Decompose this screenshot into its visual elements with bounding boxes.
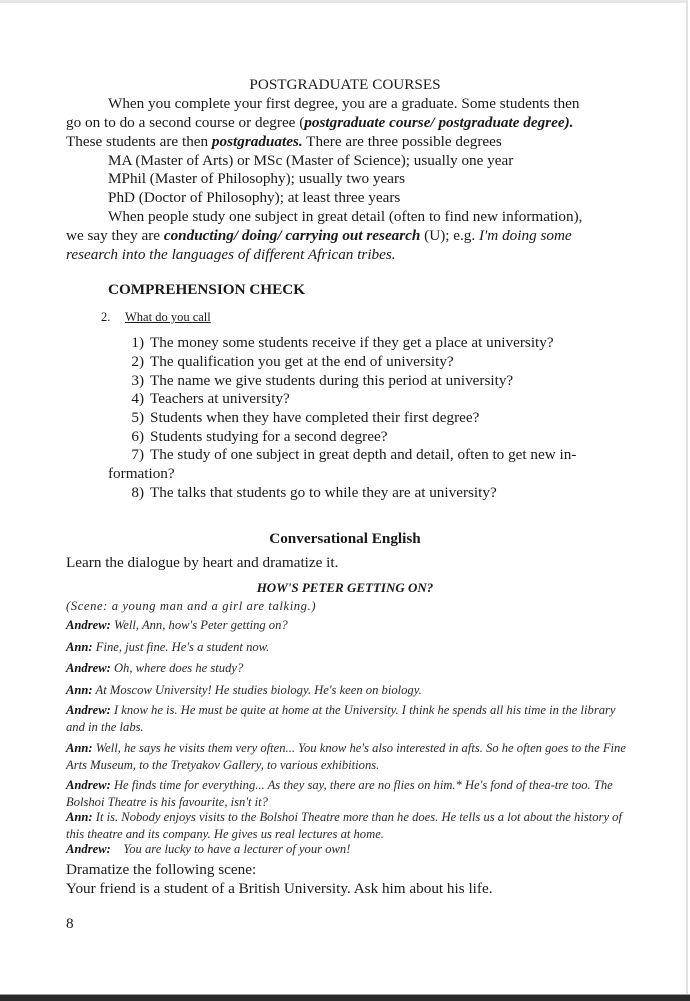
text-run: There are three possible degrees — [302, 133, 502, 150]
question-text: The qualification you get at the end of university? — [150, 353, 454, 370]
question-text: Teachers at university? — [150, 390, 290, 407]
dialogue-title: HOW'S PETER GETTING ON? — [256, 580, 434, 595]
question-item — [122, 427, 387, 446]
degree-item: PhD (Doctor of Philosophy); at least three years — [108, 189, 401, 206]
question-number: 1) — [131, 334, 144, 351]
question-number: 7) — [131, 446, 144, 463]
question-number: 3) — [131, 372, 144, 389]
text-run: (U); e.g. — [420, 227, 479, 244]
task-intro: Dramatize the following scene: — [66, 861, 257, 878]
dialogue-scene: (Scene: a young man and a girl are talking.) — [66, 599, 317, 613]
dialogue-line — [66, 639, 626, 656]
exercise-label: What do you call — [125, 310, 211, 324]
question-text: Students studying for a second degree? — [150, 428, 388, 445]
dialogue-text: At Moscow University! He studies biology. He's keen on biology. — [95, 683, 422, 697]
dialogue-instruction: Learn the dialogue by heart and dramatize it. — [66, 554, 339, 571]
example-text: research into the languages of different African tribes. — [66, 246, 396, 263]
dialogue-line — [66, 617, 626, 634]
dialogue-line — [66, 777, 626, 811]
dialogue-line — [66, 702, 626, 736]
degree-item: MA (Master of Arts) or MSc (Master of Science); usually one year — [108, 152, 514, 169]
dialogue-text: Fine, just fine. He's a student now. — [95, 640, 270, 654]
exercise-header — [101, 308, 211, 326]
key-term: postgraduate course/ postgraduate degree). — [304, 114, 574, 131]
dialogue-text: I know he is. He must be quite at home at the University. I think he spends all his time in the library and in the labs. — [66, 703, 616, 734]
conversational-heading: Conversational English — [269, 530, 421, 547]
question-item — [122, 389, 290, 408]
speaker-name: Ann: — [66, 741, 93, 755]
question-text: The talks that students go to while they are at university? — [150, 484, 497, 501]
dialogue-line — [66, 660, 626, 677]
page-number: 8 — [66, 915, 74, 932]
text-run: go on to do a second course or degree ( — [66, 114, 305, 131]
comprehension-heading: COMPREHENSION CHECK — [108, 281, 306, 298]
dialogue-line — [66, 740, 626, 774]
question-item — [122, 333, 554, 352]
question-item — [122, 445, 576, 464]
degree-item: MPhil (Master of Philosophy); usually two years — [108, 170, 405, 187]
dialogue-text: You are lucky to have a lecturer of your own! — [123, 842, 351, 856]
key-term: conducting/ doing/ carrying out research — [163, 227, 421, 244]
question-number: 5) — [131, 409, 144, 426]
task-text: Your friend is a student of a British University. Ask him about his life. — [66, 880, 493, 897]
speaker-name: Andrew: — [66, 842, 111, 856]
question-number: 4) — [131, 390, 144, 407]
dialogue-line — [66, 809, 626, 843]
paragraph-line — [66, 226, 572, 245]
question-item — [122, 371, 513, 390]
example-text: I'm doing some — [479, 227, 572, 244]
dialogue-text: Well, he says he visits them very often... You know he's also interested in afts. So he often goes to the Fine Arts Museum, to the Tretyakov Gallery, to various exhibitions. — [66, 741, 626, 772]
question-number: 8) — [131, 484, 144, 501]
text-run: we say they are — [66, 227, 164, 244]
speaker-name: Andrew: — [66, 778, 111, 792]
text-run: These students are then — [66, 133, 212, 150]
paragraph-line — [66, 113, 573, 132]
dialogue-text: He finds time for everything... As they say, there are no flies on him.* He's fond of thea-tre too. The Bolshoi Theatre is his favourite, isn't it? — [66, 778, 613, 809]
paragraph-line: When you complete your first degree, you are a graduate. Some students then — [108, 95, 580, 112]
dialogue-text: Oh, where does he study? — [113, 661, 244, 675]
speaker-name: Ann: — [66, 640, 93, 654]
question-text: The name we give students during this period at university? — [150, 372, 514, 389]
paragraph-line: When people study one subject in great detail (often to find new information), — [108, 208, 583, 225]
question-number: 2) — [131, 353, 144, 370]
question-text: Students when they have completed their first degree? — [150, 409, 480, 426]
question-continuation: formation? — [108, 465, 175, 482]
section-title: POSTGRADUATE COURSES — [249, 76, 441, 93]
dialogue-text: It is. Nobody enjoys visits to the Bolshoi Theatre more than he does. He tells us a lot about the history of this theatre and its company. He gives us real lectures at home. — [66, 810, 622, 841]
paragraph-line — [66, 132, 502, 151]
speaker-name: Ann: — [66, 683, 93, 697]
key-term: postgraduates. — [211, 133, 303, 150]
question-item — [122, 408, 479, 427]
dialogue-line — [66, 841, 626, 858]
question-item — [122, 483, 497, 502]
speaker-name: Ann: — [66, 810, 93, 824]
question-text: The money some students receive if they get a place at university? — [150, 334, 554, 351]
question-item — [122, 352, 454, 371]
question-number: 6) — [131, 428, 144, 445]
dialogue-line — [66, 682, 626, 699]
exercise-number: 2. — [101, 310, 111, 324]
dialogue-text: Well, Ann, how's Peter getting on? — [113, 618, 288, 632]
speaker-name: Andrew: — [66, 661, 111, 675]
speaker-name: Andrew: — [66, 703, 111, 717]
question-text: The study of one subject in great depth and detail, often to get new in- — [150, 446, 577, 463]
speaker-name: Andrew: — [66, 618, 111, 632]
